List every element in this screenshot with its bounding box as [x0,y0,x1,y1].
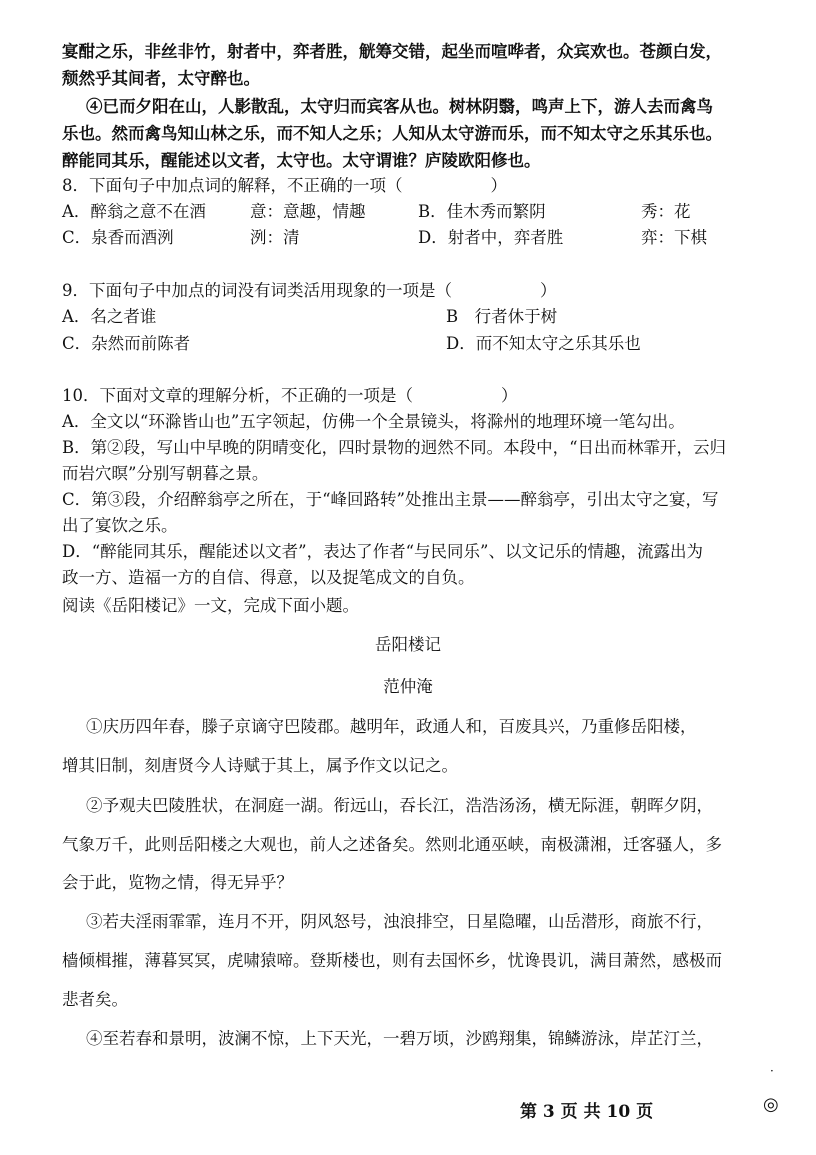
q10-option-b: B．第②段，写山中早晚的阴晴变化，四时景物的迥然不同。本段中，“日出而林霏开，云归 [62,438,727,457]
q10-option-a: A．全文以“环滁皆山也”五字领起，仿佛一个全景镜头，将滁州的地理环境一笔勾出。 [62,412,685,431]
q10-option-d: D．“醉能同其乐，醒能述以文者”，表达了作者“与民同乐”、以文记乐的情趣，流露出为 [62,542,703,561]
q8-option-d-gloss: 弈：下棋 [641,228,707,247]
essay-author: 范仲淹 [383,677,433,696]
q10-stem [62,388,776,405]
q9-option-b: B 行者休于树 [446,307,558,326]
q8-option-d: D．射者中，弈者胜 [418,228,564,247]
q9-paren-close: ） [540,281,557,300]
q8-paren-close: ） [490,176,507,195]
q8-option-b-gloss: 秀：花 [641,202,691,221]
essay-p4-line: ④至若春和景明，波澜不惊，上下天光，一碧万顷，沙鸥翔集，锦鳞游泳，岸芷汀兰， [86,1029,713,1048]
essay-p3-line: 樯倾楫摧，薄暮冥冥，虎啸猿啼。登斯楼也，则有去国怀乡，忧谗畏讥，满目萧然，感极而 [62,951,722,970]
q9-option-c: C．杂然而前陈者 [62,334,191,353]
q8-option-c-gloss: 洌：清 [250,228,300,247]
q10-option-c: C．第③段，介绍醉翁亭之所在，于“峰回路转”处推出主景——醉翁亭，引出太守之宴，写 [62,490,719,509]
prev-passage-p4-line: 醉能同其乐，醒能述以文者，太守也。太守谓谁？庐陵欧阳修也。 [62,151,541,170]
q10-stem-text: 10．下面对文章的理解分析，不正确的一项是（ [62,386,413,405]
q9-option-d: D．而不知太守之乐其乐也 [446,334,641,353]
q10-option-b-cont: 而岩穴暝”分别写朝暮之景。 [62,464,269,483]
q8-option-a-gloss: 意：意趣，情趣 [250,202,366,221]
essay-p2-line: ②予观夫巴陵胜状，在洞庭一湖。衔远山，吞长江，浩浩汤汤，横无际涯，朝晖夕阴， [86,796,713,815]
prev-passage-p4-line: 乐也。然而禽鸟知山林之乐，而不知人之乐；人知从太守游而乐，而不知太守之乐其乐也。 [62,124,722,143]
essay-p3-line: 悲者矣。 [62,990,128,1009]
essay-p1-line: 增其旧制，刻唐贤今人诗赋于其上，属予作文以记之。 [62,756,458,775]
q9-stem-text: 9．下面句子中加点的词没有词类活用现象的一项是（ [62,281,452,300]
essay-p3-line: ③若夫淫雨霏霏，连月不开，阴风怒号，浊浪排空，日星隐曜，山岳潜形，商旅不行， [86,912,713,931]
q10-option-c-cont: 出了宴饮之乐。 [62,516,178,535]
q9-stem [62,283,776,300]
reading-intro: 阅读《岳阳楼记》一文，完成下面小题。 [62,596,359,615]
essay-p2-line: 气象万千，此则岳阳楼之大观也，前人之述备矣。然则北通巫峡，南极潇湘，迁客骚人，多 [62,835,722,854]
q8-option-b: B．佳木秀而繁阴 [418,202,546,221]
prev-passage-line: 颓然乎其间者，太守醉也。 [62,69,260,88]
q8-stem [62,178,776,195]
prev-passage-line: 宴酣之乐，非丝非竹，射者中，弈者胜，觥筹交错，起坐而喧哗者，众宾欢也。苍颜白发， [62,42,722,61]
q10-option-d-cont: 政一方、造福一方的自信、得意，以及捉笔成文的自负。 [62,568,475,587]
essay-title: 岳阳楼记 [375,635,441,654]
page-mark-icon: ◎ [763,1094,779,1115]
essay-p1-line: ①庆历四年春，滕子京谪守巴陵郡。越明年，政通人和，百废具兴，乃重修岳阳楼， [86,717,697,736]
q8-option-c: C．泉香而酒洌 [62,228,174,247]
prev-passage-p4-line: ④已而夕阳在山，人影散乱，太守归而宾客从也。树林阴翳，鸣声上下，游人去而禽鸟 [86,97,713,116]
scan-speck: · [770,1064,774,1078]
page-number: 第 3 页 共 10 页 [520,1102,654,1122]
essay-p2-line: 会于此，览物之情，得无异乎？ [62,873,293,892]
q8-stem-text: 8．下面句子中加点词的解释，不正确的一项（ [62,176,403,195]
q10-paren-close: ） [501,386,518,405]
q9-option-a: A．名之者谁 [62,307,157,326]
q8-option-a: A．醉翁之意不在酒 [62,202,206,221]
